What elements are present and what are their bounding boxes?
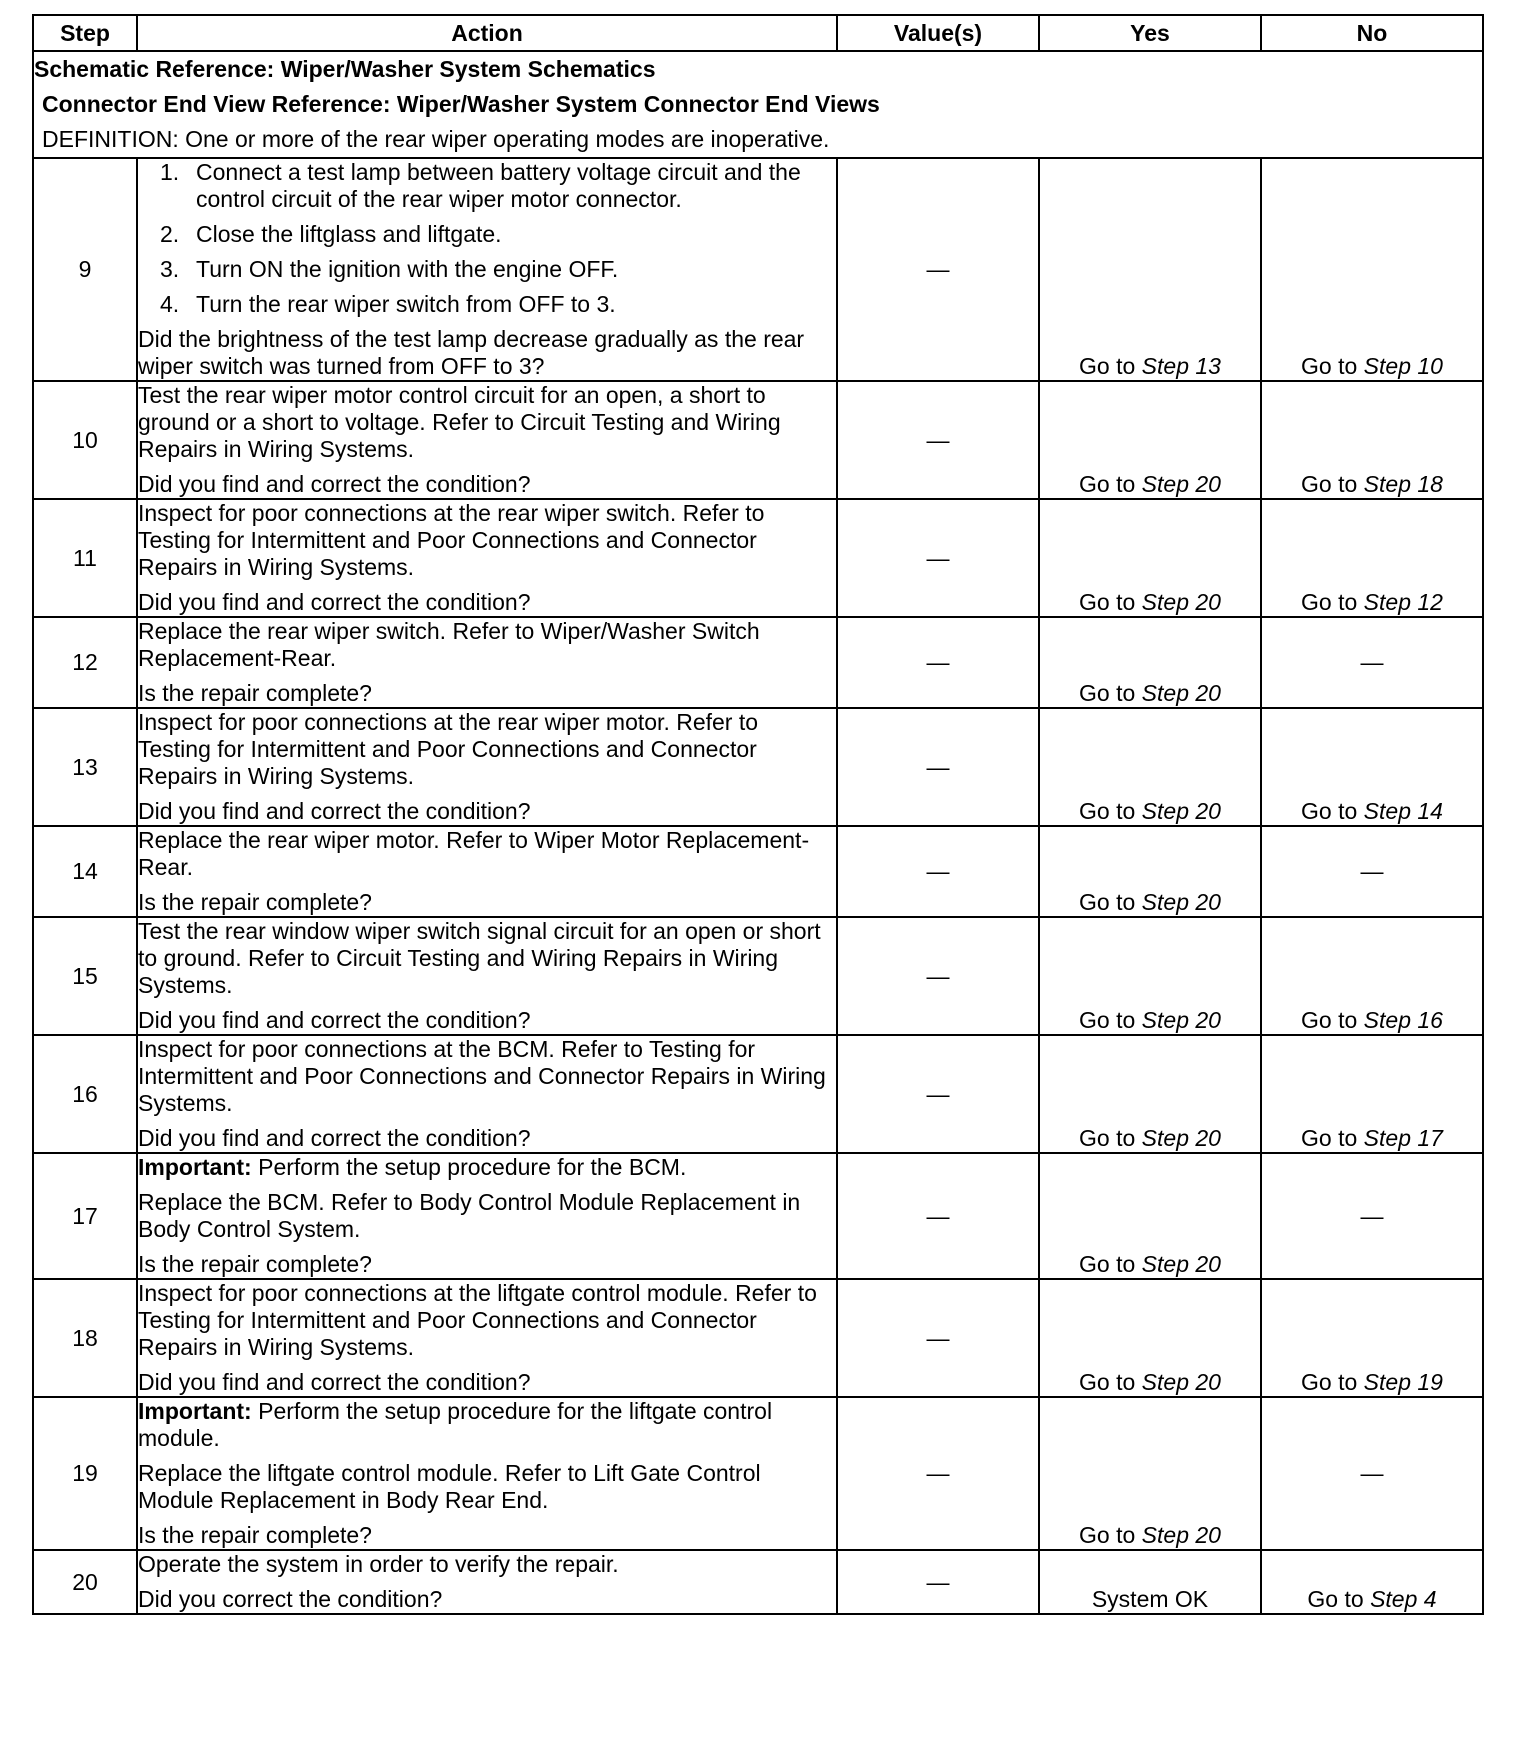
yes-step-link[interactable]: Step 20 [1141, 1125, 1221, 1151]
connector-reference: Connector End View Reference: Wiper/Washer System Connector End Views [42, 91, 880, 117]
table-row [33, 826, 1483, 917]
no-cell [1261, 381, 1483, 499]
no-cell [1261, 617, 1483, 708]
no-text: — [1360, 1202, 1384, 1229]
no-prefix: Go to [1301, 589, 1358, 615]
no-cell [1261, 1550, 1483, 1614]
yes-step-link[interactable]: Step 20 [1141, 798, 1221, 824]
no-step-link[interactable]: Step 16 [1363, 1007, 1443, 1033]
definition: DEFINITION: One or more of the rear wiper operating modes are inoperative. [42, 126, 830, 152]
reference-row [33, 51, 1483, 158]
list-item [138, 291, 836, 318]
action-question: Did the brightness of the test lamp decrease gradually as the rear wiper switch was turned from OFF to 3? [138, 326, 805, 379]
no-step-link[interactable]: Step 17 [1363, 1125, 1443, 1151]
yes-prefix: Go to [1079, 1007, 1136, 1033]
yes-prefix: Go to [1079, 798, 1136, 824]
important-note [138, 1398, 836, 1452]
yes-cell [1039, 1035, 1261, 1153]
value-cell: — [837, 708, 1039, 826]
action-cell [137, 617, 837, 708]
important-text: Perform the setup procedure for the BCM. [258, 1154, 687, 1180]
value-cell: — [837, 826, 1039, 917]
yes-prefix: Go to [1079, 680, 1136, 706]
action-question: Is the repair complete? [138, 889, 372, 915]
action-text: Inspect for poor connections at the rear wiper switch. Refer to Testing for Intermittent and Poor Connections and Connector Repairs in Wiring Systems. [138, 500, 765, 580]
yes-prefix: Go to [1079, 1369, 1136, 1395]
yes-step-link[interactable]: Step 13 [1141, 353, 1221, 379]
step-number: 13 [33, 708, 137, 826]
table-row [33, 617, 1483, 708]
list-item [138, 221, 836, 248]
no-cell [1261, 1035, 1483, 1153]
step-number: 14 [33, 826, 137, 917]
yes-cell [1039, 1550, 1261, 1614]
yes-cell [1039, 917, 1261, 1035]
step-number: 9 [33, 158, 137, 381]
no-step-link[interactable]: Step 12 [1363, 589, 1443, 615]
header-action: Action [137, 15, 837, 51]
yes-prefix: Go to [1079, 353, 1136, 379]
table-row [33, 1279, 1483, 1397]
no-cell [1261, 1153, 1483, 1279]
value-cell: — [837, 499, 1039, 617]
table-row [33, 499, 1483, 617]
value-cell: — [837, 1279, 1039, 1397]
table-row [33, 1550, 1483, 1614]
yes-step-link[interactable]: Step 20 [1141, 471, 1221, 497]
no-prefix: Go to [1301, 1369, 1358, 1395]
yes-cell [1039, 158, 1261, 381]
value-cell: — [837, 381, 1039, 499]
yes-text: System OK [1091, 1586, 1209, 1612]
table-row [33, 1153, 1483, 1279]
no-cell [1261, 826, 1483, 917]
yes-step-link[interactable]: Step 20 [1141, 680, 1221, 706]
action-text: Replace the BCM. Refer to Body Control Module Replacement in Body Control System. [138, 1189, 801, 1242]
table-row [33, 1397, 1483, 1550]
yes-prefix: Go to [1079, 1251, 1136, 1277]
action-cell [137, 917, 837, 1035]
schematic-reference: Schematic Reference: Wiper/Washer System Schematics [34, 56, 656, 82]
list-item [138, 256, 836, 283]
yes-prefix: Go to [1079, 589, 1136, 615]
table-row [33, 917, 1483, 1035]
list-item-text: Connect a test lamp between battery voltage circuit and the control circuit of the rear wiper motor connector. [196, 159, 801, 212]
no-step-link[interactable]: Step 14 [1363, 798, 1443, 824]
action-text: Inspect for poor connections at the rear wiper motor. Refer to Testing for Intermittent and Poor Connections and Connector Repairs in Wiring Systems. [138, 709, 759, 789]
yes-prefix: Go to [1079, 889, 1136, 915]
step-number: 16 [33, 1035, 137, 1153]
no-step-link[interactable]: Step 4 [1370, 1586, 1437, 1612]
yes-step-link[interactable]: Step 20 [1141, 889, 1221, 915]
reference-cell [33, 51, 1483, 158]
yes-step-link[interactable]: Step 20 [1141, 1007, 1221, 1033]
action-cell [137, 826, 837, 917]
important-note [138, 1154, 836, 1181]
value-cell: — [837, 1397, 1039, 1550]
action-text: Replace the rear wiper switch. Refer to Wiper/Washer Switch Replacement-Rear. [138, 618, 760, 671]
action-cell [137, 1279, 837, 1397]
action-question: Is the repair complete? [138, 680, 372, 706]
no-step-link[interactable]: Step 19 [1363, 1369, 1443, 1395]
step-number: 12 [33, 617, 137, 708]
no-prefix: Go to [1301, 471, 1358, 497]
action-question: Is the repair complete? [138, 1522, 372, 1548]
action-question: Did you find and correct the condition? [138, 1125, 531, 1151]
no-text: — [1360, 649, 1384, 675]
no-cell [1261, 499, 1483, 617]
yes-cell [1039, 826, 1261, 917]
procedure-list [138, 159, 836, 318]
list-item-text: Turn ON the ignition with the engine OFF. [196, 256, 619, 282]
header-values: Value(s) [837, 15, 1039, 51]
table-row [33, 708, 1483, 826]
action-question: Did you find and correct the condition? [138, 798, 531, 824]
action-text: Operate the system in order to verify the repair. [138, 1551, 619, 1577]
value-cell: — [837, 1550, 1039, 1614]
value-cell: — [837, 1153, 1039, 1279]
action-cell [137, 1397, 837, 1550]
table-row [33, 1035, 1483, 1153]
important-text: Perform the setup procedure for the liftgate control module. [138, 1398, 773, 1451]
header-row [33, 15, 1483, 51]
no-step-link[interactable]: Step 18 [1363, 471, 1443, 497]
action-cell [137, 381, 837, 499]
step-number: 18 [33, 1279, 137, 1397]
yes-prefix: Go to [1079, 471, 1136, 497]
list-item-text: Turn the rear wiper switch from OFF to 3. [196, 291, 616, 317]
important-label: Important: [138, 1154, 252, 1180]
action-cell [137, 1153, 837, 1279]
list-item-number: 4. [160, 291, 180, 317]
no-prefix: Go to [1301, 1007, 1358, 1033]
yes-step-link[interactable]: Step 20 [1141, 1369, 1221, 1395]
yes-cell [1039, 1153, 1261, 1279]
no-prefix: Go to [1301, 353, 1358, 379]
step-number: 20 [33, 1550, 137, 1614]
list-item [138, 159, 836, 213]
step-number: 15 [33, 917, 137, 1035]
step-number: 17 [33, 1153, 137, 1279]
header-step: Step [33, 15, 137, 51]
yes-step-link[interactable]: Step 20 [1141, 1522, 1221, 1548]
yes-step-link[interactable]: Step 20 [1141, 589, 1221, 615]
no-cell [1261, 1279, 1483, 1397]
action-question: Did you find and correct the condition? [138, 589, 531, 615]
table-row [33, 381, 1483, 499]
list-item-number: 1. [160, 159, 180, 185]
action-cell [137, 708, 837, 826]
action-text: Replace the rear wiper motor. Refer to Wiper Motor Replacement-Rear. [138, 827, 810, 880]
action-text: Test the rear wiper motor control circuit for an open, a short to ground or a short to voltage. Refer to Circuit Testing and Wiring Repairs in Wiring Systems. [138, 382, 781, 462]
value-cell: — [837, 158, 1039, 381]
step-number: 10 [33, 381, 137, 499]
yes-cell [1039, 499, 1261, 617]
action-cell [137, 158, 837, 381]
no-cell [1261, 1397, 1483, 1550]
step-number: 19 [33, 1397, 137, 1550]
yes-cell [1039, 381, 1261, 499]
no-text: — [1360, 1460, 1384, 1486]
no-prefix: Go to [1307, 1586, 1364, 1612]
table-row [33, 158, 1483, 381]
action-text: Replace the liftgate control module. Refer to Lift Gate Control Module Replacement in Body Rear End. [138, 1460, 761, 1513]
action-cell [137, 1035, 837, 1153]
list-item-number: 3. [160, 256, 180, 282]
yes-step-link[interactable]: Step 20 [1141, 1251, 1221, 1277]
no-cell [1261, 917, 1483, 1035]
action-question: Did you find and correct the condition? [138, 471, 531, 497]
no-prefix: Go to [1301, 798, 1358, 824]
no-cell [1261, 708, 1483, 826]
value-cell: — [837, 1035, 1039, 1153]
yes-cell [1039, 708, 1261, 826]
no-text: — [1360, 858, 1384, 884]
action-question: Did you find and correct the condition? [138, 1369, 531, 1395]
yes-cell [1039, 1397, 1261, 1550]
action-question: Did you find and correct the condition? [138, 1007, 531, 1033]
no-cell [1261, 158, 1483, 381]
important-label: Important: [138, 1398, 252, 1424]
list-item-text: Close the liftglass and liftgate. [196, 221, 502, 247]
step-number: 11 [33, 499, 137, 617]
action-question: Did you correct the condition? [138, 1586, 443, 1612]
diagnostic-table [32, 14, 1484, 1615]
no-prefix: Go to [1301, 1125, 1358, 1151]
action-question: Is the repair complete? [138, 1251, 372, 1277]
value-cell: — [837, 617, 1039, 708]
action-cell [137, 499, 837, 617]
action-text: Inspect for poor connections at the liftgate control module. Refer to Testing for Intermittent and Poor Connections and Connector Repairs in Wiring Systems. [138, 1280, 817, 1360]
header-no: No [1261, 15, 1483, 51]
yes-cell [1039, 617, 1261, 708]
action-text: Inspect for poor connections at the BCM. Refer to Testing for Intermittent and Poor Connections and Connector Repairs in Wiring Systems. [138, 1036, 826, 1116]
value-cell: — [837, 917, 1039, 1035]
yes-prefix: Go to [1079, 1522, 1136, 1548]
action-text: Test the rear window wiper switch signal circuit for an open or short to ground. Refer to Circuit Testing and Wiring Repairs in Wiring Systems. [138, 918, 821, 998]
list-item-number: 2. [160, 221, 180, 247]
action-cell [137, 1550, 837, 1614]
yes-cell [1039, 1279, 1261, 1397]
header-yes: Yes [1039, 15, 1261, 51]
no-step-link[interactable]: Step 10 [1363, 353, 1443, 379]
yes-prefix: Go to [1079, 1125, 1136, 1151]
